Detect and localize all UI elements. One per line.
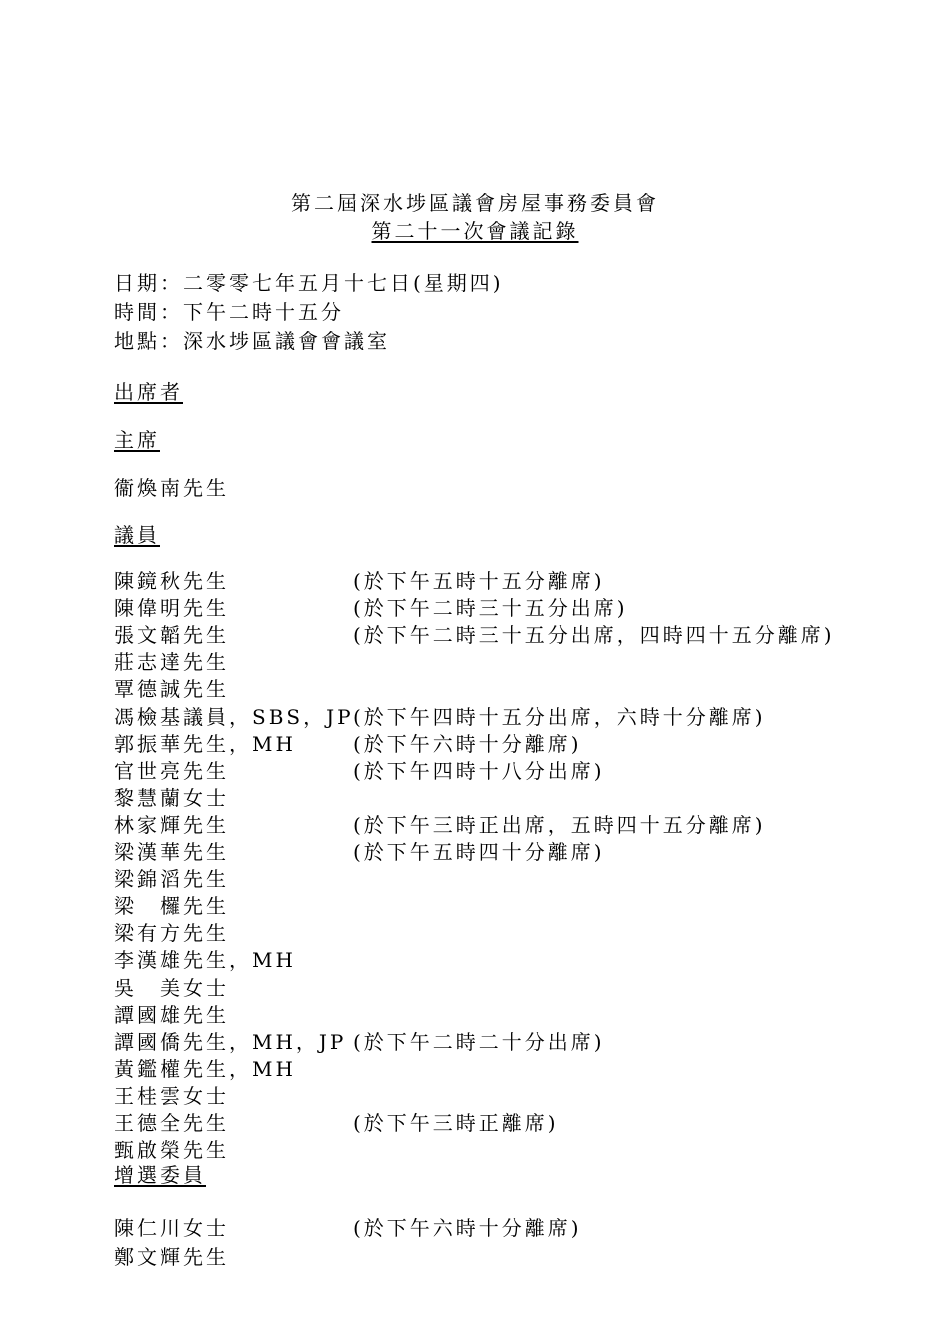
attendees-heading: 出席者 <box>114 380 183 404</box>
member-name: 鄭文輝先生 <box>114 1245 229 1269</box>
member-row <box>114 785 914 812</box>
member-row <box>114 649 914 676</box>
member-row <box>114 1029 914 1056</box>
member-attendance-note: (於下午五時十五分離席) <box>353 569 605 593</box>
member-row <box>114 947 914 974</box>
meeting-time: 時間：下午二時十五分 <box>114 300 344 324</box>
chairman-name: 衞煥南先生 <box>114 476 229 500</box>
member-name: 梁有方先生 <box>114 921 229 946</box>
member-row <box>114 758 914 785</box>
member-row <box>114 622 914 649</box>
member-name: 馮檢基議員，SBS，JP <box>114 704 354 729</box>
member-attendance-note: (於下午四時十五分出席，六時十分離席) <box>353 704 766 729</box>
member-attendance-note: (於下午三時正離席) <box>353 1111 559 1135</box>
member-name: 張文韜先生 <box>114 623 229 648</box>
member-name: 李漢雄先生，MH <box>114 948 296 973</box>
member-attendance-note: (於下午四時十八分出席) <box>353 758 605 783</box>
member-row <box>114 1083 914 1110</box>
member-name: 陳鏡秋先生 <box>114 569 229 593</box>
member-name: 譚國雄先生 <box>114 1002 229 1027</box>
member-attendance-note: (於下午六時十分離席) <box>353 731 582 756</box>
member-name: 莊志達先生 <box>114 650 229 675</box>
meeting-venue: 地點：深水埗區議會會議室 <box>114 329 390 353</box>
member-row <box>114 866 914 893</box>
member-attendance-note: (於下午三時正出席，五時四十五分離席) <box>353 812 766 837</box>
member-name: 王桂雲女士 <box>114 1083 229 1108</box>
members-heading: 議員 <box>114 523 160 547</box>
member-attendance-note: (於下午二時三十五分出席) <box>353 596 628 621</box>
member-name: 梁錦滔先生 <box>114 867 229 892</box>
member-name: 官世亮先生 <box>114 758 229 783</box>
member-name: 王德全先生 <box>114 1111 229 1135</box>
meeting-date: 日期：二零零七年五月十七日(星期四) <box>114 271 504 295</box>
member-row <box>114 1110 914 1137</box>
member-row <box>114 920 914 947</box>
chairman-heading: 主席 <box>114 428 160 452</box>
member-attendance-note: (於下午二時三十五分出席，四時四十五分離席) <box>353 623 835 648</box>
member-row <box>114 676 914 703</box>
member-row <box>114 1056 914 1083</box>
member-name: 譚國僑先生，MH，JP <box>114 1029 347 1054</box>
co-opted-heading: 增選委員 <box>114 1163 206 1187</box>
document-subtitle <box>0 218 950 244</box>
document-subtitle-text: 第二十一次會議記錄 <box>371 219 579 243</box>
member-row <box>114 704 914 731</box>
member-name: 林家輝先生 <box>114 812 229 837</box>
member-name: 陳仁川女士 <box>114 1216 229 1240</box>
member-row <box>114 812 914 839</box>
document-title: 第二屆深水埗區議會房屋事務委員會 <box>291 191 659 215</box>
member-row <box>114 595 914 622</box>
member-name: 梁漢華先生 <box>114 840 229 864</box>
member-row <box>114 568 914 595</box>
member-row <box>114 1215 914 1242</box>
member-row <box>114 1137 914 1164</box>
member-name: 陳偉明先生 <box>114 596 229 621</box>
member-name: 黃鑑權先生，MH <box>114 1056 296 1081</box>
member-attendance-note: (於下午六時十分離席) <box>353 1216 582 1240</box>
member-name: 甄啟榮先生 <box>114 1138 229 1163</box>
member-name: 覃德誠先生 <box>114 677 229 702</box>
member-row <box>114 839 914 866</box>
member-name: 黎慧蘭女士 <box>114 785 229 810</box>
member-name: 梁 欏先生 <box>114 894 229 919</box>
member-row <box>114 731 914 758</box>
member-name: 吳 美女士 <box>114 975 229 1000</box>
member-attendance-note: (於下午二時二十分出席) <box>353 1029 605 1054</box>
member-row <box>114 1244 914 1271</box>
member-row <box>114 1002 914 1029</box>
member-attendance-note: (於下午五時四十分離席) <box>353 840 605 864</box>
member-row <box>114 975 914 1002</box>
member-row <box>114 893 914 920</box>
member-name: 郭振華先生，MH <box>114 731 296 756</box>
